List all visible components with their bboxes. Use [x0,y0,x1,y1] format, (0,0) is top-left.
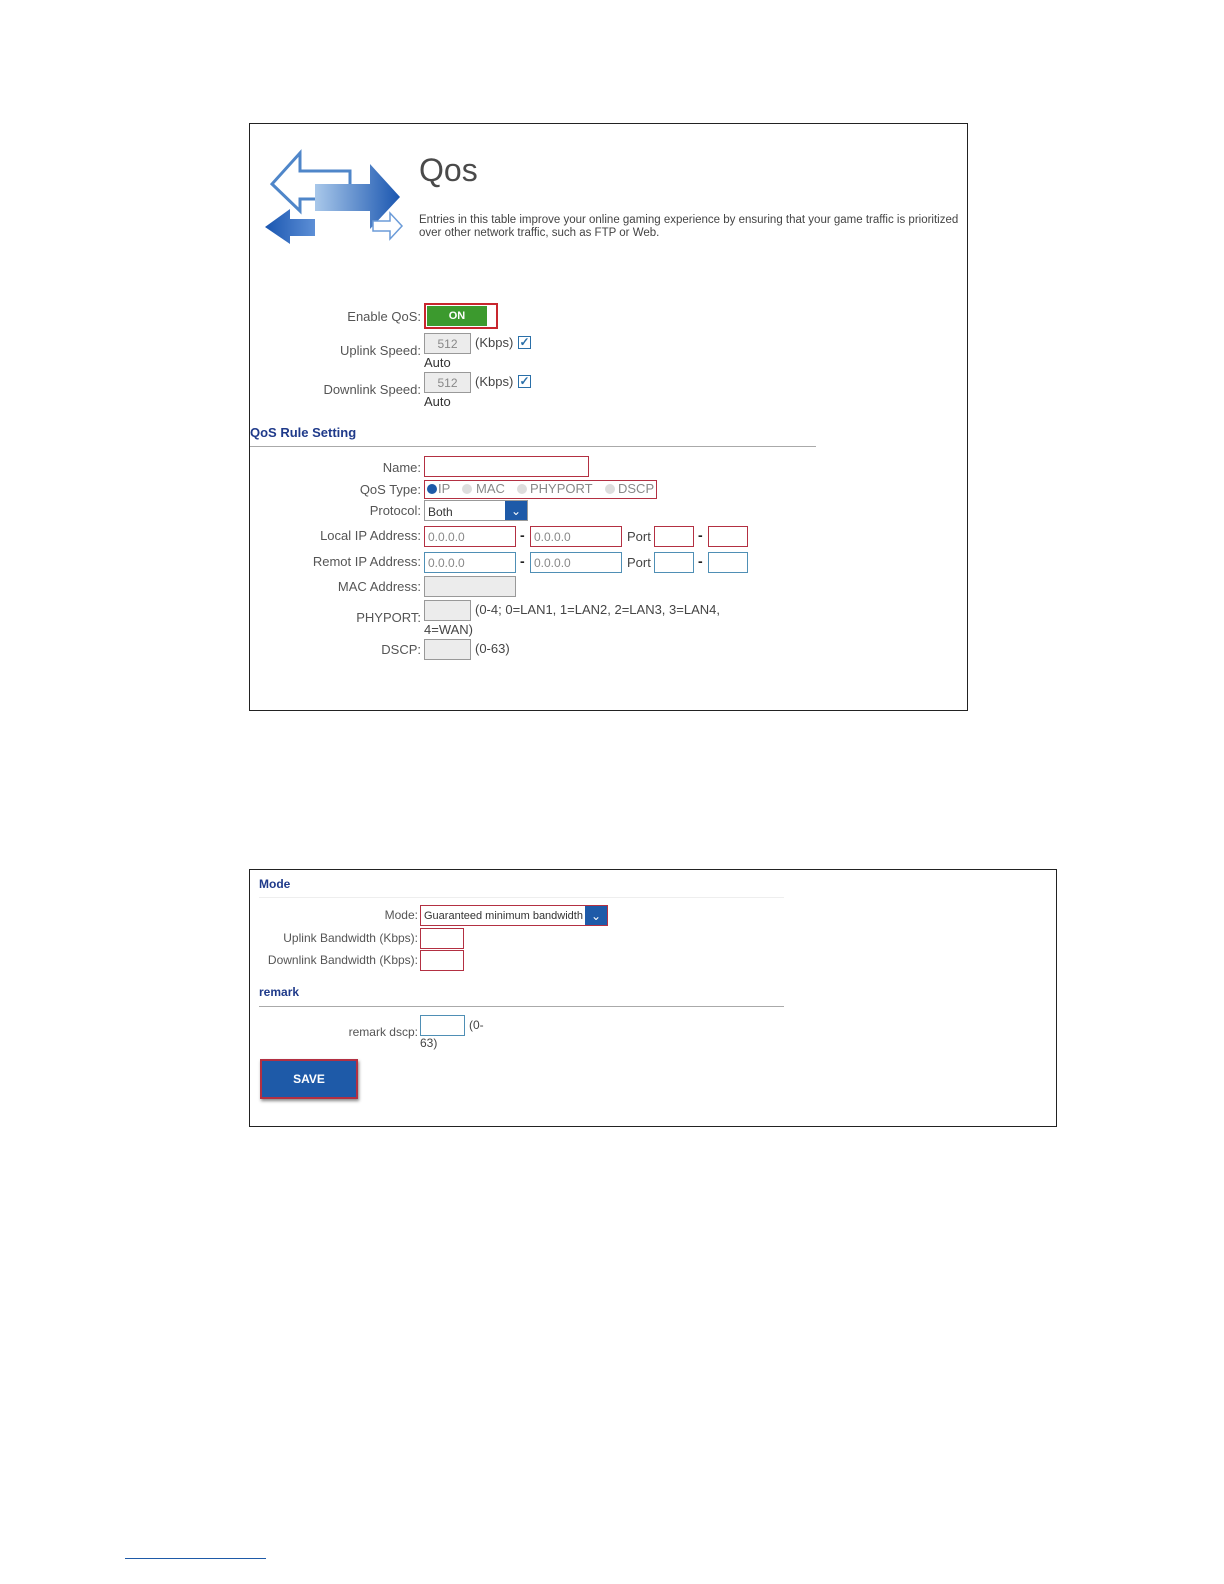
protocol-value: Both [428,505,453,519]
dscp-label: DSCP: [381,642,421,657]
mode-label: Mode: [384,908,418,922]
footnote-divider [125,1558,266,1559]
qos-mode-panel [249,869,1057,1127]
remote-ip-dash: - [520,553,525,569]
qos-settings-panel [249,123,968,711]
uplink-auto-checkbox[interactable]: ✓ [519,335,530,349]
mac-address-input[interactable] [424,576,516,597]
phyport-hint-cont: 4=WAN) [424,622,473,637]
downlink-auto-checkbox[interactable]: ✓ [519,374,530,388]
remote-port-end-input[interactable] [708,552,748,573]
toggle-on-label: ON [427,306,487,326]
local-port-start-input[interactable] [654,526,694,547]
phyport-label: PHYPORT: [356,610,421,625]
qos-type-phyport-label: PHYPORT [530,481,593,496]
uplink-speed-input[interactable]: 512 [424,333,471,354]
phyport-hint: (0-4; 0=LAN1, 1=LAN2, 2=LAN3, 3=LAN4, [475,602,720,617]
remote-port-dash: - [698,553,703,569]
uplink-bandwidth-label: Uplink Bandwidth (Kbps): [283,931,418,945]
uplink-speed-label: Uplink Speed: [340,343,421,358]
local-ip-label: Local IP Address: [320,528,421,543]
chevron-down-icon: ⌄ [505,501,527,520]
rule-name-label: Name: [382,460,421,475]
rule-name-input[interactable] [424,456,589,477]
local-ip-start-input[interactable]: 0.0.0.0 [424,526,516,547]
remote-port-start-input[interactable] [654,552,694,573]
qos-type-mac-label: MAC [476,481,505,496]
remark-divider [259,1006,784,1007]
mode-divider [259,897,784,898]
downlink-speed-label: Downlink Speed: [323,382,421,397]
mode-select[interactable] [420,905,608,926]
uplink-auto-label: Auto [424,355,451,370]
remark-dscp-input[interactable] [420,1015,465,1036]
remark-dscp-label: remark dscp: [348,1025,418,1039]
local-port-dash: - [698,527,703,543]
mac-address-label: MAC Address: [337,579,421,594]
chevron-down-icon: ⌄ [585,906,607,925]
qos-type-dscp-label: DSCP [618,481,655,496]
remote-ip-end-input[interactable]: 0.0.0.0 [530,552,622,573]
qos-type-ip-radio[interactable] [427,484,437,494]
uplink-bandwidth-input[interactable] [420,928,464,949]
dscp-hint: (0-63) [475,641,510,656]
uplink-unit: (Kbps) [475,335,514,350]
downlink-speed-input[interactable]: 512 [424,372,471,393]
remark-dscp-hint-cont: 63) [420,1036,438,1050]
local-port-label: Port [627,529,651,544]
qos-type-radio-group [424,480,657,499]
qos-type-label: QoS Type: [359,482,421,497]
remote-ip-start-input[interactable]: 0.0.0.0 [424,552,516,573]
mode-value: Guaranteed minimum bandwidth [424,910,583,922]
enable-qos-toggle[interactable] [424,303,498,329]
dscp-input[interactable] [424,639,471,660]
remark-dscp-hint: (0- [469,1018,484,1032]
remote-port-label: Port [627,555,651,570]
enable-qos-label: Enable QoS: [347,309,421,324]
page-title: Qos [419,152,478,188]
protocol-select[interactable] [424,500,528,521]
downlink-bandwidth-input[interactable] [420,950,464,971]
page-description: Entries in this table improve your online gaming experience by ensuring that your game traffic is prioritized over other network traffic, such as FTP or Web. [419,214,959,239]
downlink-bandwidth-label: Downlink Bandwidth (Kbps): [267,953,418,967]
qos-type-ip-label: IP [438,481,451,496]
save-button[interactable]: SAVE [260,1059,358,1099]
section-divider [250,446,816,447]
downlink-unit: (Kbps) [475,374,514,389]
remote-ip-label: Remot IP Address: [312,554,421,569]
qos-rule-section-title: QoS Rule Setting [250,425,357,440]
downlink-auto-label: Auto [424,394,451,409]
local-ip-dash: - [520,527,525,543]
local-ip-end-input[interactable]: 0.0.0.0 [530,526,622,547]
qos-type-mac-radio[interactable] [462,484,472,494]
qos-type-dscp-radio[interactable] [605,484,615,494]
remark-section-title: remark [259,985,300,999]
qos-arrows-icon [260,149,405,244]
qos-type-phyport-radio[interactable] [517,484,527,494]
protocol-label: Protocol: [369,503,421,518]
local-port-end-input[interactable] [708,526,748,547]
phyport-input[interactable] [424,600,471,621]
mode-section-title: Mode [259,877,291,891]
